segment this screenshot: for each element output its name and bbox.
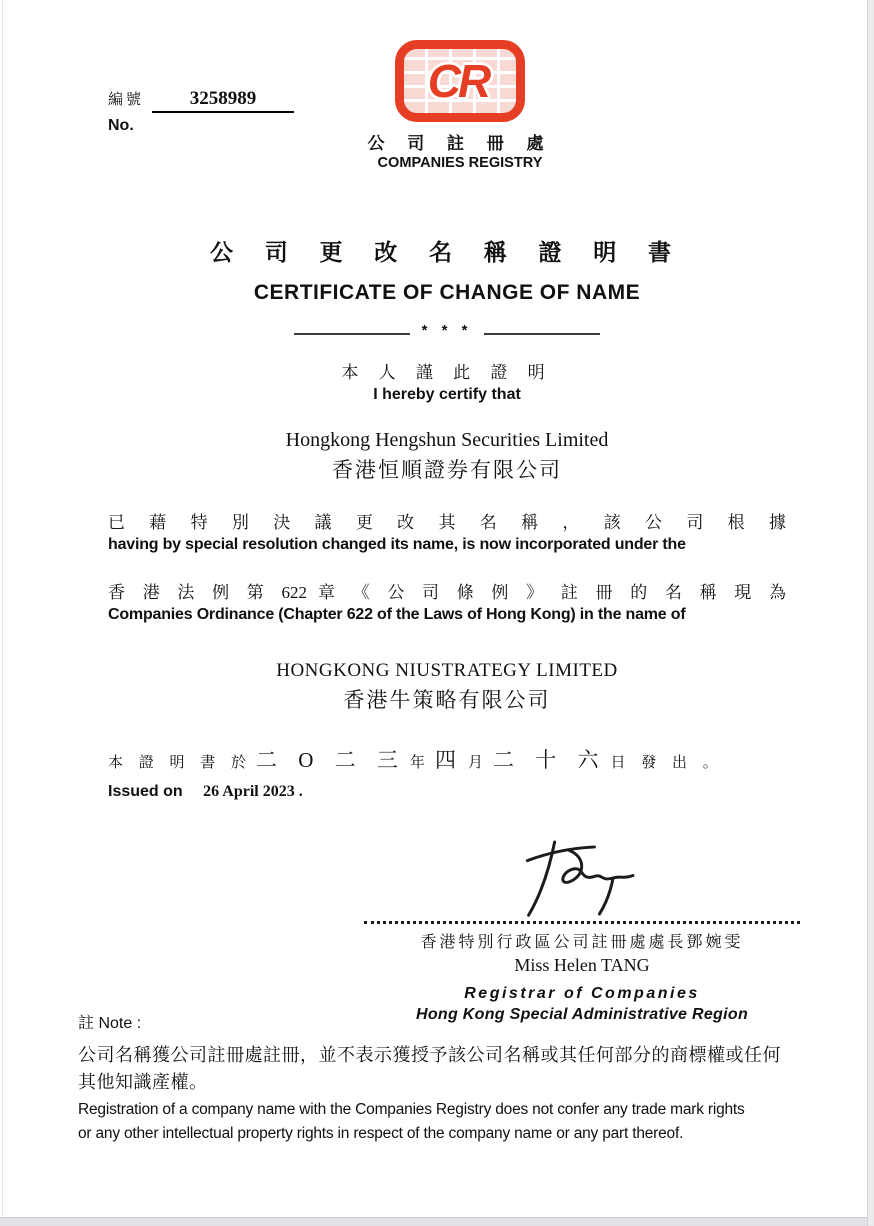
new-company-name-zh: 香港牛策略有限公司 (343, 688, 551, 712)
clause2-zh: 香 港 法 例 第 622 章 《 公 司 條 例 》 註 冊 的 名 稱 現 為 (108, 583, 786, 602)
note-block (78, 1010, 814, 1146)
former-company-name-zh: 香港恒順證券有限公司 (332, 458, 562, 482)
note-text-en-line1: Registration of a company name with the Companies Registry does not confer any trade mark rights (78, 1101, 745, 1118)
issued-on-label: Issued on (108, 783, 183, 800)
issue-date-line-zh (108, 744, 786, 774)
certify-statement-zh: 本 人 謹 此 證 明 (341, 363, 553, 382)
clause2-en: Companies Ordinance (Chapter 622 of the Laws of Hong Kong) in the name of (108, 606, 686, 623)
page-edge-left (2, 0, 3, 1216)
note-label (78, 1010, 814, 1033)
issue-date-line-en (108, 783, 786, 801)
former-company-name-en: Hongkong Hengshun Securities Limited (285, 429, 609, 451)
note-text-zh-line2: 其他知識產權。 (78, 1072, 208, 1092)
certificate-title-en: CERTIFICATE OF CHANGE OF NAME (253, 281, 641, 304)
certificate-number-underline (152, 88, 294, 113)
page-edge-bottom (0, 1217, 867, 1226)
note-label-en: Note : (98, 1015, 142, 1032)
registrar-role-line1: Registrar of Companies (464, 985, 700, 1002)
certificate-body (108, 234, 786, 1024)
certificate-title-zh: 公 司 更 改 名 稱 證 明 書 (210, 240, 684, 265)
issued-on-date: 26 April 2023 . (203, 783, 303, 800)
registrar-signature (507, 837, 657, 919)
certificate-number-block (108, 88, 294, 135)
note-label-zh: 註 (78, 1015, 95, 1032)
companies-registry-logo (350, 40, 570, 171)
certify-statement-en: I hereby certify that (373, 386, 521, 403)
registry-name-en: COMPANIES REGISTRY (377, 154, 543, 171)
signature-dotted-line (364, 921, 800, 924)
clause1-zh: 已 藉 特 別 決 議 更 改 其 名 稱 ， 該 公 司 根 據 (108, 513, 786, 532)
issue-date-suffix-zh: 日 發 出 。 (610, 755, 724, 771)
page-edge-right (867, 0, 874, 1226)
title-divider (294, 322, 600, 342)
registrar-role-line2: Hong Kong Special Administrative Region (415, 1006, 749, 1023)
divider-line-right (484, 333, 600, 335)
certificate-number-value: 3258989 (189, 88, 257, 109)
issue-month-zh: 四 (434, 748, 464, 772)
registry-name-zh: 公 司 註 冊 處 (367, 134, 553, 153)
registrar-title-zh: 香港特別行政區公司註冊處處長鄧婉雯 (420, 934, 744, 951)
certificate-number-label-zh: 編號 (108, 92, 145, 108)
cr-logo-initials: CR (427, 55, 489, 107)
issue-year-zh: 二 O 二 三 (256, 748, 406, 772)
issue-month-unit-zh: 月 (467, 755, 489, 771)
clause1-en: having by special resolution changed its name, is now incorporated under the (108, 536, 686, 553)
divider-stars: * * * (421, 322, 473, 339)
signature-block (364, 837, 800, 1024)
note-text-en-line2: or any other intellectual property rights in respect of the company name or any part thereof. (78, 1125, 684, 1143)
note-text-zh-line1: 公司名稱獲公司註冊處註冊，並不表示獲授予該公司名稱或其任何部分的商標權或任何 (78, 1045, 781, 1065)
divider-line-left (294, 333, 410, 335)
issue-year-unit-zh: 年 (409, 755, 431, 771)
issue-day-zh: 二 十 六 (492, 748, 607, 772)
registrar-name: Miss Helen TANG (514, 955, 650, 975)
issue-date-prefix-zh: 本 證 明 書 於 (108, 755, 253, 771)
cr-logo-badge-icon (395, 40, 525, 122)
certificate-number-label-en: No. (108, 117, 134, 134)
new-company-name-en: HONGKONG NIUSTRATEGY LIMITED (276, 660, 618, 681)
